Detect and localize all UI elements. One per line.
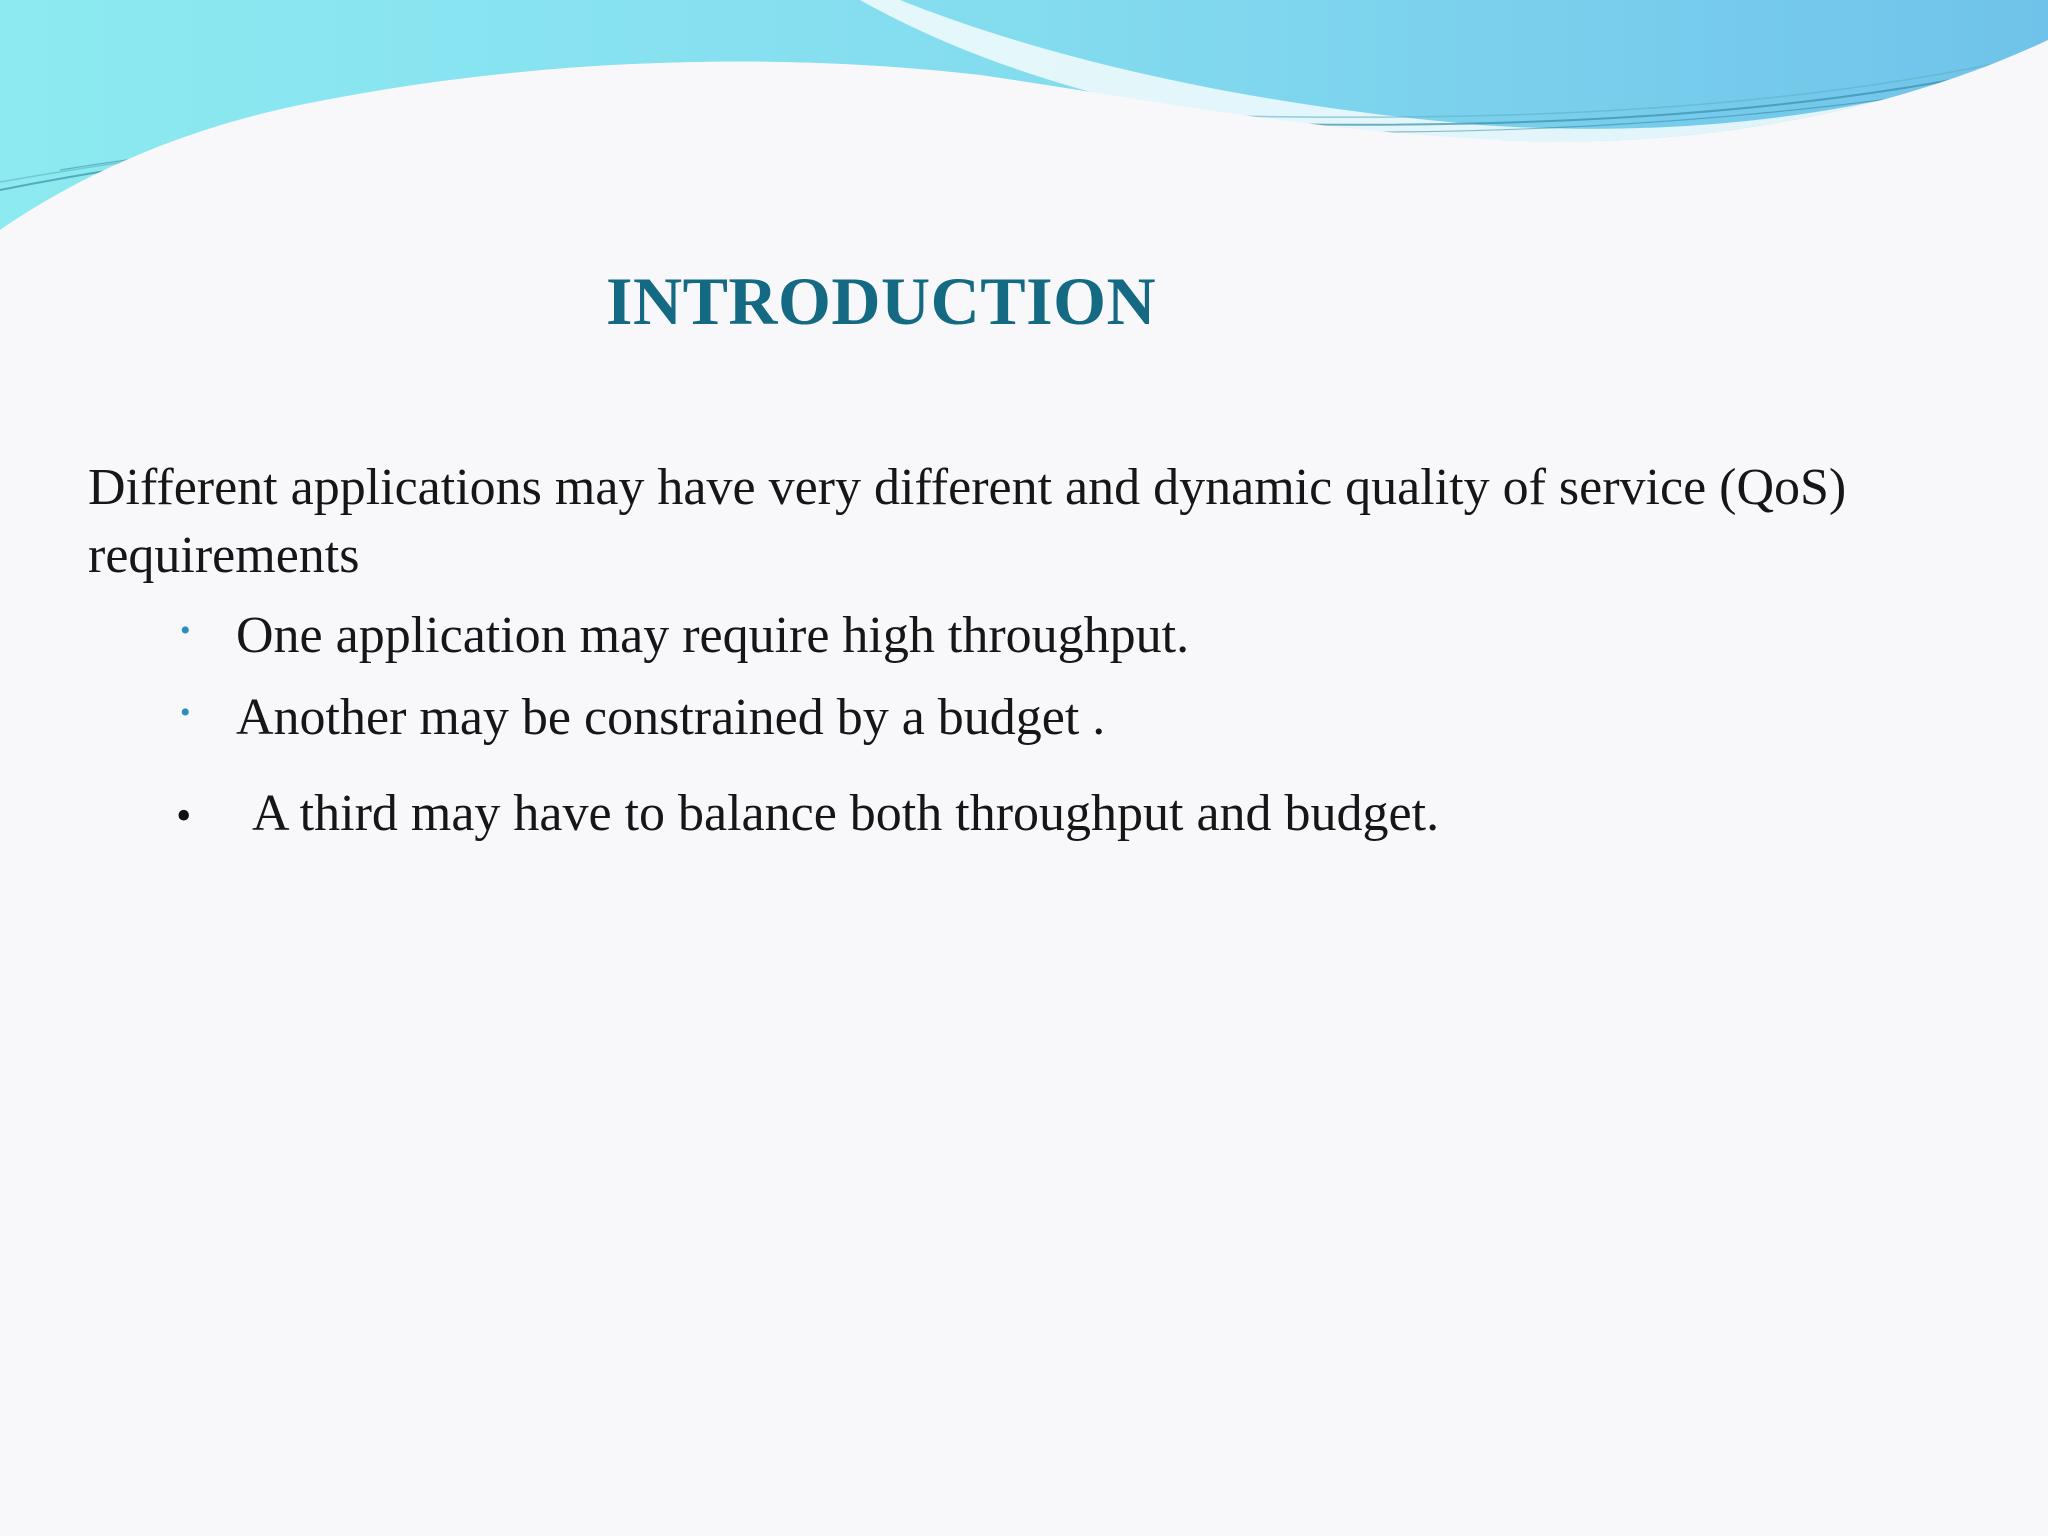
slide-title: INTRODUCTION: [606, 263, 1157, 339]
bullet-dot-icon: •: [180, 696, 191, 729]
bullet-dot-icon: •: [176, 791, 192, 840]
bullet-item: [176, 784, 1439, 843]
bullet-item: [180, 606, 1189, 665]
intro-paragraph: Different applications may have very different and dynamic quality of service (QoS) requirements: [88, 459, 1847, 584]
bullet-text: One application may require high throughput.: [236, 607, 1190, 664]
bullet-item: [180, 688, 1105, 747]
bullet-text: Another may be constrained by a budget .: [236, 689, 1106, 746]
header-wave-decoration: [0, 0, 2048, 260]
bullet-text: A third may have to balance both throughput and budget.: [252, 785, 1440, 842]
bullet-dot-icon: •: [180, 614, 191, 647]
